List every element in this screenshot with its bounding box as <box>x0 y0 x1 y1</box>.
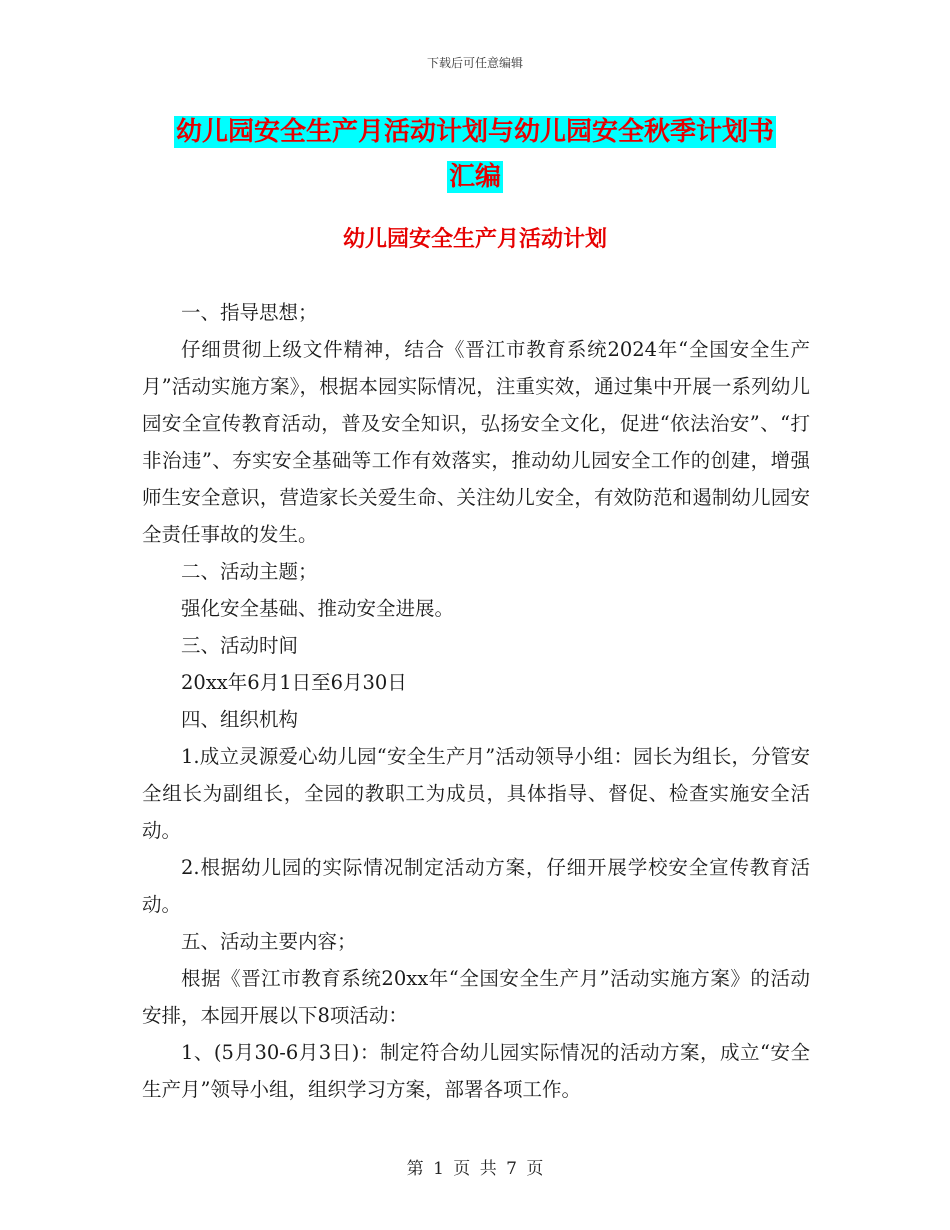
paragraph-activity-1: 1、(5月30-6月3日)：制定符合幼儿园实际情况的活动方案，成立“安全生产月”领导小组，组织学习方案，部署各项工作。 <box>142 1041 810 1101</box>
heading-main-content: 五、活动主要内容； <box>181 930 357 953</box>
paragraph-organization-1: 1.成立灵源爱心幼儿园“安全生产月”活动领导小组：园长为组长，分管安全组长为副组长，全园的教职工为成员，具体指导、督促、检查实施安全活动。 <box>142 745 810 842</box>
heading-activity-theme: 二、活动主题； <box>181 560 318 583</box>
paragraph-activity-time: 20xx年6月1日至6月30日 <box>181 671 407 694</box>
heading-guiding-ideology: 一、指导思想； <box>181 301 318 324</box>
heading-organization: 四、组织机构 <box>181 708 299 731</box>
section-title: 幼儿园安全生产月活动计划 <box>342 227 607 252</box>
title-line-1: 幼儿园安全生产月活动计划与幼儿园安全秋季计划书 <box>175 117 774 147</box>
paragraph-activity-theme: 强化安全基础、推动安全进展。 <box>181 597 455 620</box>
header-note: 下载后可任意编辑 <box>426 56 523 70</box>
paragraph-organization-2: 2.根据幼儿园的实际情况制定活动方案，仔细开展学校安全宣传教育活动。 <box>142 856 810 916</box>
paragraph-guiding-ideology: 仔细贯彻上级文件精神，结合《晋江市教育系统2024年“全国安全生产月”活动实施方案》，根据本园实际情况，注重实效，通过集中开展一系列幼儿园安全宣传教育活动，普及安全知识，弘扬安全文化，促进“依法治安”、“打非治违”、夯实安全基础等工作有效落实，推动幼儿园安全工作的创建，增强师生安全意识，营造家长关爱生命、关注幼儿安全，有效防范和遏制幼儿园安全责任事故的发生。 <box>142 338 810 546</box>
paragraph-main-content: 根据《晋江市教育系统20xx年“全国安全生产月”活动实施方案》的活动安排，本园开展以下8项活动： <box>142 967 810 1027</box>
document-title <box>0 110 950 200</box>
page-footer: 第 1 页 共 7 页 <box>406 1159 544 1179</box>
heading-activity-time: 三、活动时间 <box>181 634 299 657</box>
title-line-2: 汇编 <box>448 162 501 192</box>
document-body <box>142 294 810 1108</box>
